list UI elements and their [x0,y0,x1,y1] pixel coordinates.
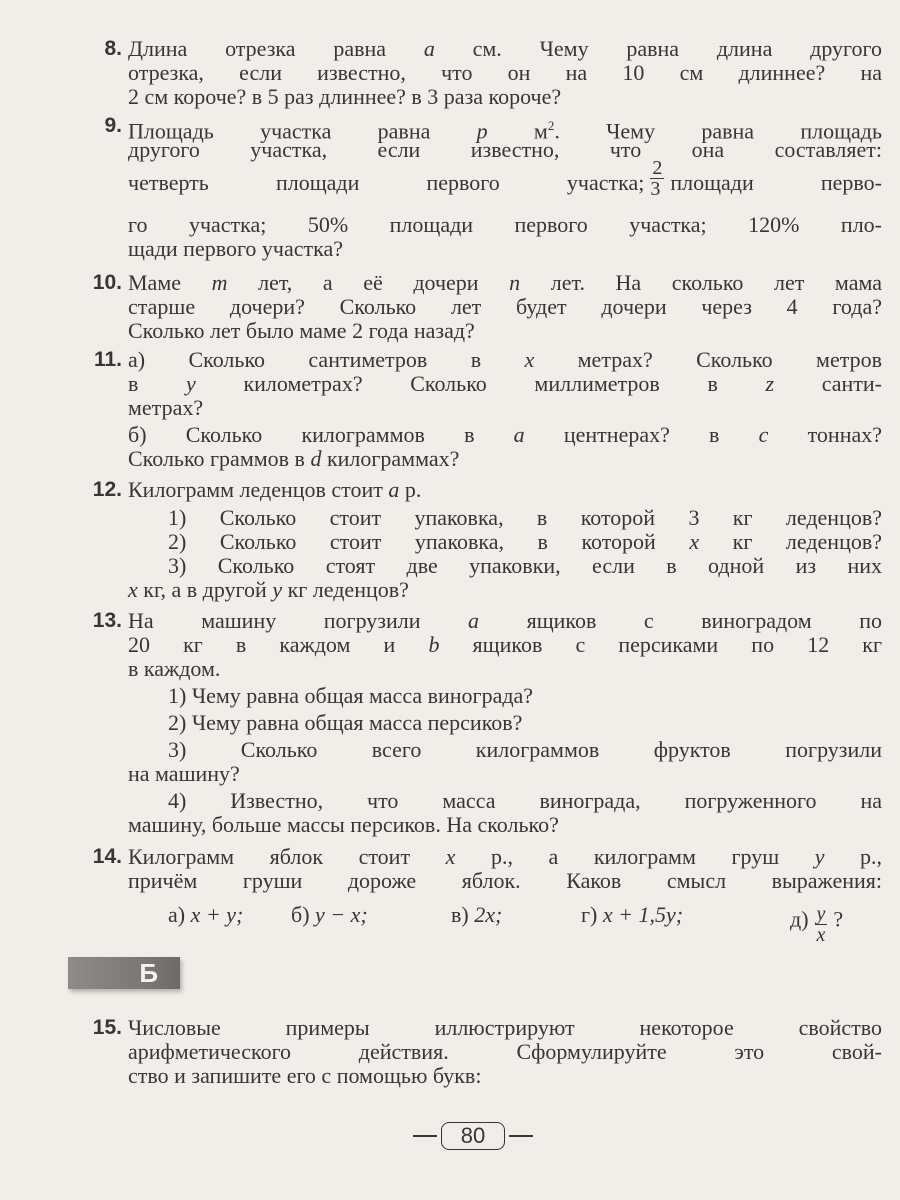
expression-options [168,902,888,946]
problem-number: 8. [104,37,122,60]
problem-text-line: четверть площади первого участка; $\frac{2}{3}$ площади перво- [128,157,882,201]
page-number-rule-left [413,1135,437,1137]
option-v: в) 2x; [451,902,503,927]
problem-number: 11. [93,348,122,371]
problem-text-line: отрезка, если известно, что он на 10 см длиннее? на [128,60,882,85]
page-number-rule-right [509,1135,533,1137]
option-d: д) $\frac{y}{x}$ ? [790,903,844,946]
problem-text-line: Маме m лет, а её дочери n лет. На сколько лет мама [128,270,882,295]
problem-text-line: ство и запишите его с помощью букв: [128,1063,482,1088]
problem-number: 13. [92,609,122,632]
problem-text-line: старше дочери? Сколько лет будет дочери через 4 года? [128,294,882,319]
problem-text-line: Килограмм яблок стоит x р., а килограмм груш y р., [128,844,883,869]
problem-text-line: причём груши дороже яблок. Каков смысл выражения: [128,868,882,893]
problem-number: 15. [92,1016,122,1039]
subquestion-3-cont: x кг, а в другой y кг леденцов? [128,577,409,602]
subquestion-1: 1) Сколько стоит упаковка, в которой 3 кг леденцов? [168,505,882,530]
problem-text-line: другого участка, если известно, что она составляет: [128,137,882,162]
subquestion-3: 3) Сколько всего килограммов фруктов погрузили [168,737,882,762]
option-a: а) x + y; [168,902,244,927]
problem-number: 14. [92,845,122,868]
problem-text-line: в y километрах? Сколько миллиметров в z санти- [128,371,882,396]
problem-text-line: щади первого участка? [128,236,344,261]
problem-text-line: Числовые примеры иллюстрируют некоторое свойство [128,1015,882,1040]
subquestion-3-cont: на машину? [128,761,240,786]
problem-text-line: а) Сколько сантиметров в x метрах? Сколько метров [128,347,883,372]
fraction: $\frac{2}{3}$ [650,157,663,201]
problem-text-line: Длина отрезка равна a см. Чему равна длина другого [128,36,882,61]
problem-number: 10. [92,271,122,294]
subquestion-4: 4) Известно, что масса винограда, погруженного на [168,788,882,813]
problem-text-line: го участка; 50% площади первого участка; 120% пло- [128,212,882,237]
subquestion-2: 2) Сколько стоит упаковка, в которой x кг леденцов? [168,529,882,554]
section-badge [68,957,180,989]
problem-text-line: б) Сколько килограммов в a центнерах? в c тоннах? [128,422,882,447]
problem-text-line: Килограмм леденцов стоит a р. [128,477,422,502]
option-b: б) y − x; [291,902,368,927]
problem-number: 12. [92,478,122,501]
page-number [413,1120,533,1150]
problem-text-line: 2 см короче? в 5 раз длиннее? в 3 раза короче? [128,84,562,109]
fraction: $\frac{y}{x}$ [816,903,826,946]
problem-number: 9. [104,114,122,137]
subquestion-2: 2) Чему равна общая масса персиков? [168,710,523,735]
problem-text-line: 20 кг в каждом и b ящиков с персиками по 12 кг [128,632,883,657]
subquestion-1: 1) Чему равна общая масса винограда? [168,683,534,708]
page-number-value: 80 [441,1122,505,1150]
subquestion-4-cont: машину, больше массы персиков. На сколько? [128,812,559,837]
problem-text-line: арифметического действия. Сформулируйте это свой- [128,1039,882,1064]
problem-text-line: На машину погрузили a ящиков с виноградом по [128,608,882,633]
problem-text-line: Сколько лет было маме 2 года назад? [128,318,475,343]
problem-text-line: Сколько граммов в d килограммах? [128,446,460,471]
subquestion-3: 3) Сколько стоят две упаковки, если в одной из них [168,553,882,578]
problem-text-line: в каждом. [128,656,221,681]
option-g: г) x + 1,5y; [581,902,684,927]
problem-text-line: метрах? [128,395,204,420]
problem-text-line: Площадь участка равна p $м^2$. Чему равна площадь [128,118,883,144]
section-letter: Б [139,958,158,988]
